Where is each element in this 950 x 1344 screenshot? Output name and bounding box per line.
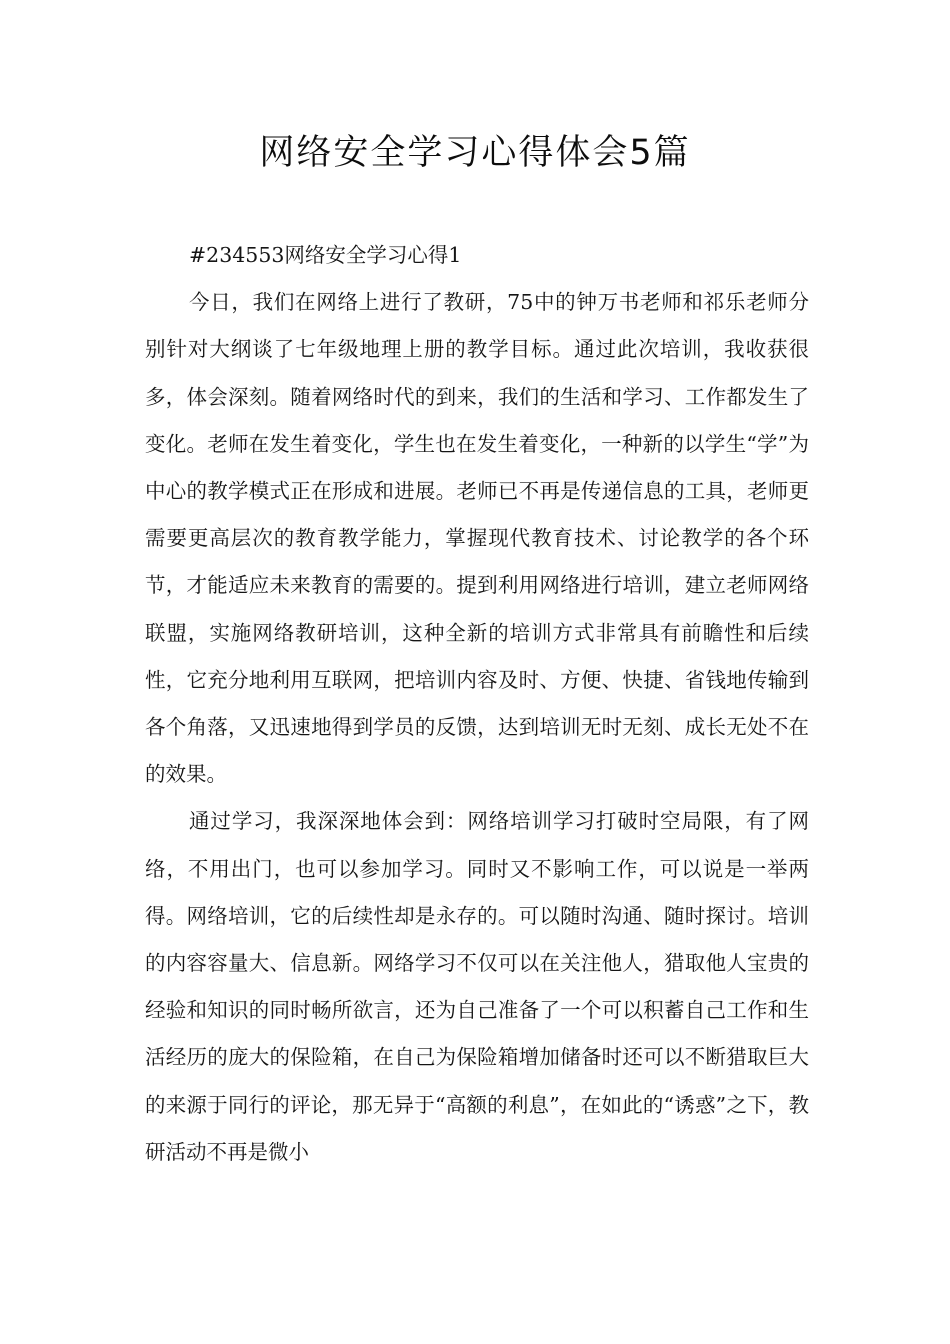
- paragraph-2: 通过学习，我深深地体会到：网络培训学习打破时空局限，有了网络，不用出门，也可以参加学习。同时又不影响工作，可以说是一举两得。网络培训，它的后续性却是永存的。可以随时沟通、随时探讨。培训的内容容量大、信息新。网络学习不仅可以在关注他人，猎取他人宝贵的经验和知识的同时畅所欲言，还为自己准备了一个可以积蓄自己工作和生活经历的庞大的保险箱，在自己为保险箱增加储备时还可以不断猎取巨大的来源于同行的评论，那无异于“高额的利息”，在如此的“诱惑”之下，教研活动不再是微小: [145, 809, 809, 1164]
- paragraph-1: 今日，我们在网络上进行了教研，75中的钟万书老师和祁乐老师分别针对大纲谈了七年级地理上册的教学目标。通过此次培训，我收获很多，体会深刻。随着网络时代的到来，我们的生活和学习、工作都发生了变化。老师在发生着变化，学生也在发生着变化，一种新的以学生“学”为中心的教学模式正在形成和进展。老师已不再是传递信息的工具，老师更需要更高层次的教育教学能力，掌握现代教育技术、讨论教学的各个环节，才能适应未来教育的需要的。提到利用网络进行培训，建立老师网络联盟，实施网络教研培训，这种全新的培训方式非常具有前瞻性和后续性，它充分地利用互联网，把培训内容及时、方便、快捷、省钱地传输到各个角落，又迅速地得到学员的反馈，达到培训无时无刻、成长无处不在的效果。: [145, 290, 809, 787]
- section-heading: #234553网络安全学习心得1: [189, 243, 462, 267]
- document-title: 网络安全学习心得体会5篇: [259, 133, 691, 173]
- document-body: [145, 232, 809, 1176]
